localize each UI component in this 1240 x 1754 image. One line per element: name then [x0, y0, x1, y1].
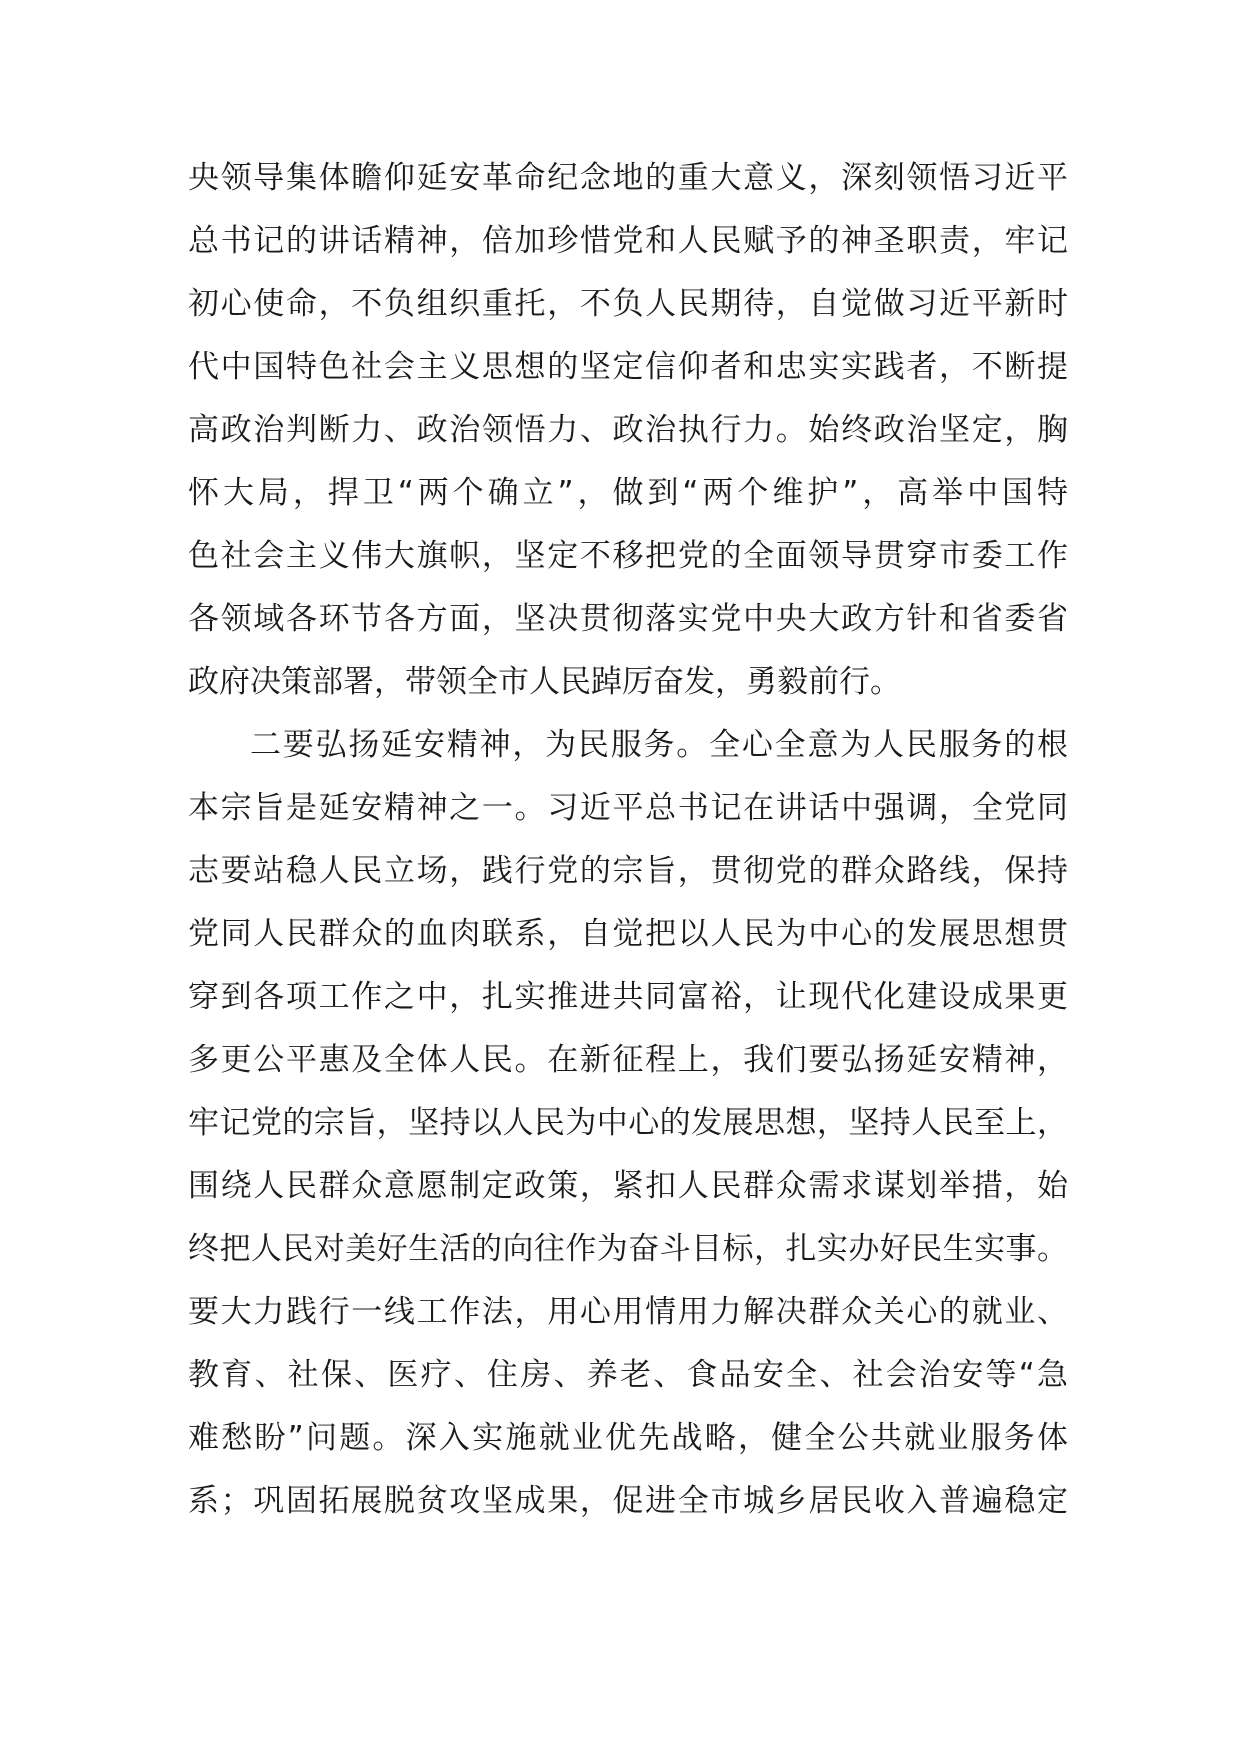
text-line: 系；巩固拓展脱贫攻坚成果，促进全市城乡居民收入普遍稳定 — [188, 1483, 1068, 1519]
text-line: 央领导集体瞻仰延安革命纪念地的重大意义，深刻领悟习近平 — [188, 160, 1068, 196]
text-line: 本宗旨是延安精神之一。习近平总书记在讲话中强调，全党同 — [188, 790, 1068, 826]
text-line: 穿到各项工作之中，扎实推进共同富裕，让现代化建设成果更 — [188, 979, 1068, 1015]
text-line: 教育、社保、医疗、住房、养老、食品安全、社会治安等“急 — [188, 1357, 1068, 1393]
paragraph-first-line: 二要弘扬延安精神，为民服务。全心全意为人民服务的根 — [250, 727, 1068, 763]
text-line: 难愁盼”问题。深入实施就业优先战略，健全公共就业服务体 — [188, 1420, 1068, 1456]
text-line: 围绕人民群众意愿制定政策，紧扣人民群众需求谋划举措，始 — [188, 1168, 1068, 1204]
text-line: 代中国特色社会主义思想的坚定信仰者和忠实实践者，不断提 — [188, 349, 1068, 385]
text-line: 牢记党的宗旨，坚持以人民为中心的发展思想，坚持人民至上， — [188, 1105, 1068, 1141]
text-line: 总书记的讲话精神，倍加珍惜党和人民赋予的神圣职责，牢记 — [188, 223, 1068, 259]
text-line: 要大力践行一线工作法，用心用情用力解决群众关心的就业、 — [188, 1294, 1068, 1330]
text-line: 党同人民群众的血肉联系，自觉把以人民为中心的发展思想贯 — [188, 916, 1068, 952]
text-line: 多更公平惠及全体人民。在新征程上，我们要弘扬延安精神， — [188, 1042, 1068, 1078]
text-line: 各领域各环节各方面，坚决贯彻落实党中央大政方针和省委省 — [188, 601, 1068, 637]
text-line: 怀大局，捍卫“两个确立”，做到“两个维护”，高举中国特 — [188, 475, 1068, 511]
text-line: 色社会主义伟大旗帜，坚定不移把党的全面领导贯穿市委工作 — [188, 538, 1068, 574]
text-line: 初心使命，不负组织重托，不负人民期待，自觉做习近平新时 — [188, 286, 1068, 322]
text-line: 志要站稳人民立场，践行党的宗旨，贯彻党的群众路线，保持 — [188, 853, 1068, 889]
text-line: 高政治判断力、政治领悟力、政治执行力。始终政治坚定，胸 — [188, 412, 1068, 448]
text-line: 终把人民对美好生活的向往作为奋斗目标，扎实办好民生实事。 — [188, 1231, 1068, 1267]
text-line: 政府决策部署，带领全市人民踔厉奋发，勇毅前行。 — [188, 664, 901, 700]
